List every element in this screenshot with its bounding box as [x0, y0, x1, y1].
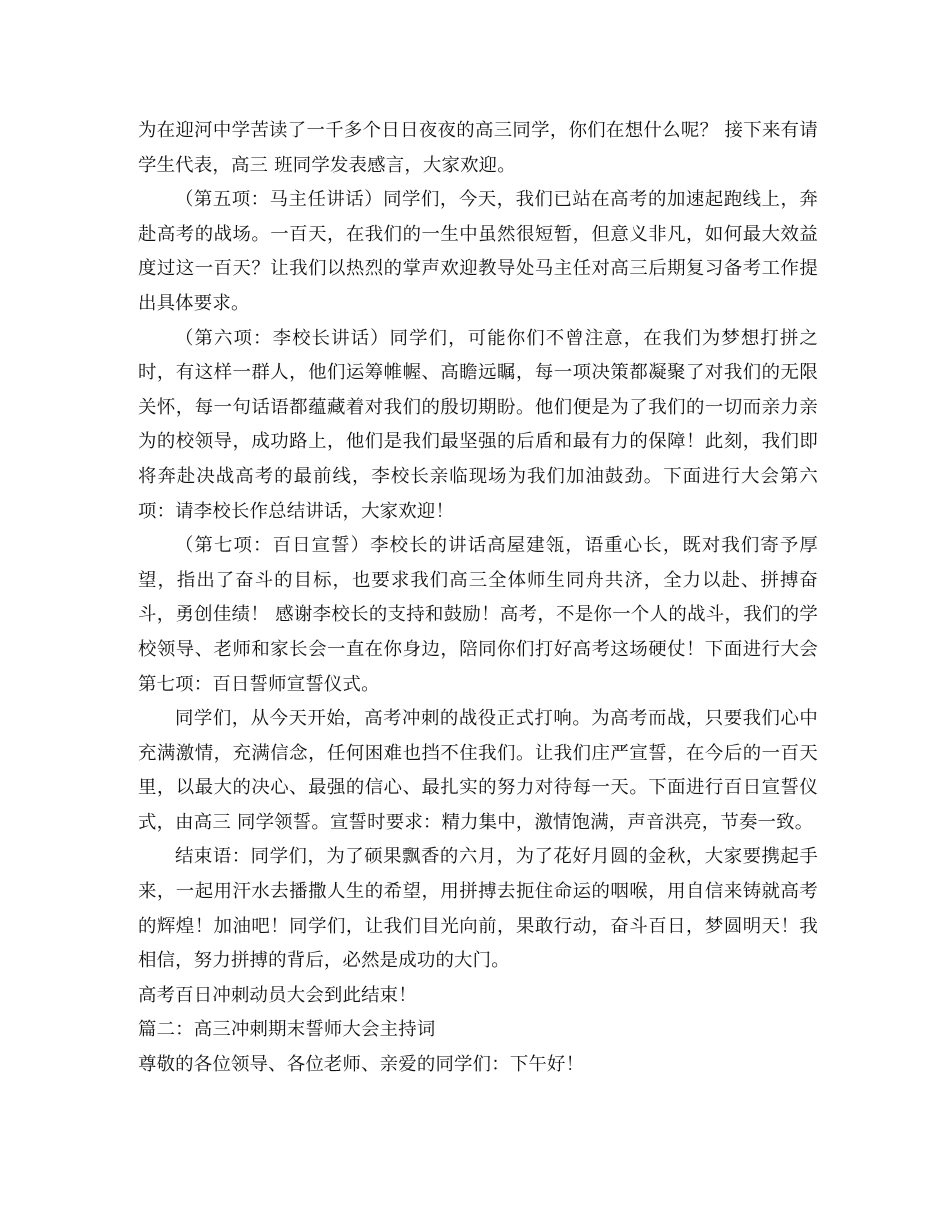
paragraph-item-7: （第七项：百日宣誓）李校长的讲话高屋建瓴，语重心长，既对我们寄予厚望，指出了奋斗的目标，也要求我们高三全体师生同舟共济，全力以赴、拼搏奋斗，勇创佳绩！ 感谢李校长的支持和鼓励！高考，不是你一个人的战斗，我们的学校领导、老师和家长会一直在你身边，陪同你们打好高考这场硬仗！下面进行大会第七项：百日誓师宣誓仪式。: [138, 535, 818, 695]
paragraph-oath: 同学们，从今天开始，高考冲刺的战役正式打响。为高考而战，只要我们心中充满激情，充满信念，任何困难也挡不住我们。让我们庄严宣誓，在今后的一百天里，以最大的决心、最强的信心、最扎实的努力对待每一天。下面进行百日宣誓仪式，由高三 同学领誓。宣誓时要求：精力集中，激情饱满，声音洪亮，节奏一致。: [138, 708, 818, 833]
document-body: [138, 114, 818, 1083]
paragraph-closing: 结束语：同学们，为了硕果飘香的六月，为了花好月圆的金秋，大家要携起手来，一起用汗水去播撒人生的希望，用拼搏去扼住命运的咽喉，用自信来铸就高考的辉煌！加油吧！同学们，让我们目光向前，果敢行动，奋斗百日，梦圆明天！我相信，努力拼搏的背后，必然是成功的大门。: [138, 846, 818, 972]
paragraph-item-6: （第六项：李校长讲话）同学们，可能你们不曾注意，在我们为梦想打拼之时，有这样一群人，他们运筹帷幄、高瞻远瞩，每一项决策都凝聚了对我们的无限关怀，每一句话语都蕴藏着对我们的殷切期盼。他们便是为了我们的一切而亲力亲为的校领导，成功路上，他们是我们最坚强的后盾和最有力的保障！此刻，我们即将奔赴决战高考的最前线，李校长亲临现场为我们加油鼓劲。下面进行大会第六项：请李校长作总结讲话，大家欢迎！: [138, 327, 818, 522]
paragraph-end-notice: 高考百日冲刺动员大会到此结束！: [138, 984, 417, 1006]
paragraph-item-5: （第五项：马主任讲话）同学们，今天，我们已站在高考的加速起跑线上，奔赴高考的战场。一百天，在我们的一生中虽然很短暂，但意义非凡，如何最大效益度过这一百天？让我们以热烈的掌声欢迎教导处马主任对高三后期复习备考工作提出具体要求。: [138, 189, 818, 314]
section-heading: 篇二：高三冲刺期末誓师大会主持词: [138, 1019, 436, 1041]
paragraph-continuation: 为在迎河中学苦读了一千多个日日夜夜的高三同学，你们在想什么呢？ 接下来有请学生代表，高三 班同学发表感言，大家欢迎。: [138, 120, 818, 176]
paragraph-greeting: 尊敬的各位领导、各位老师、亲爱的同学们：下午好！: [138, 1054, 585, 1076]
